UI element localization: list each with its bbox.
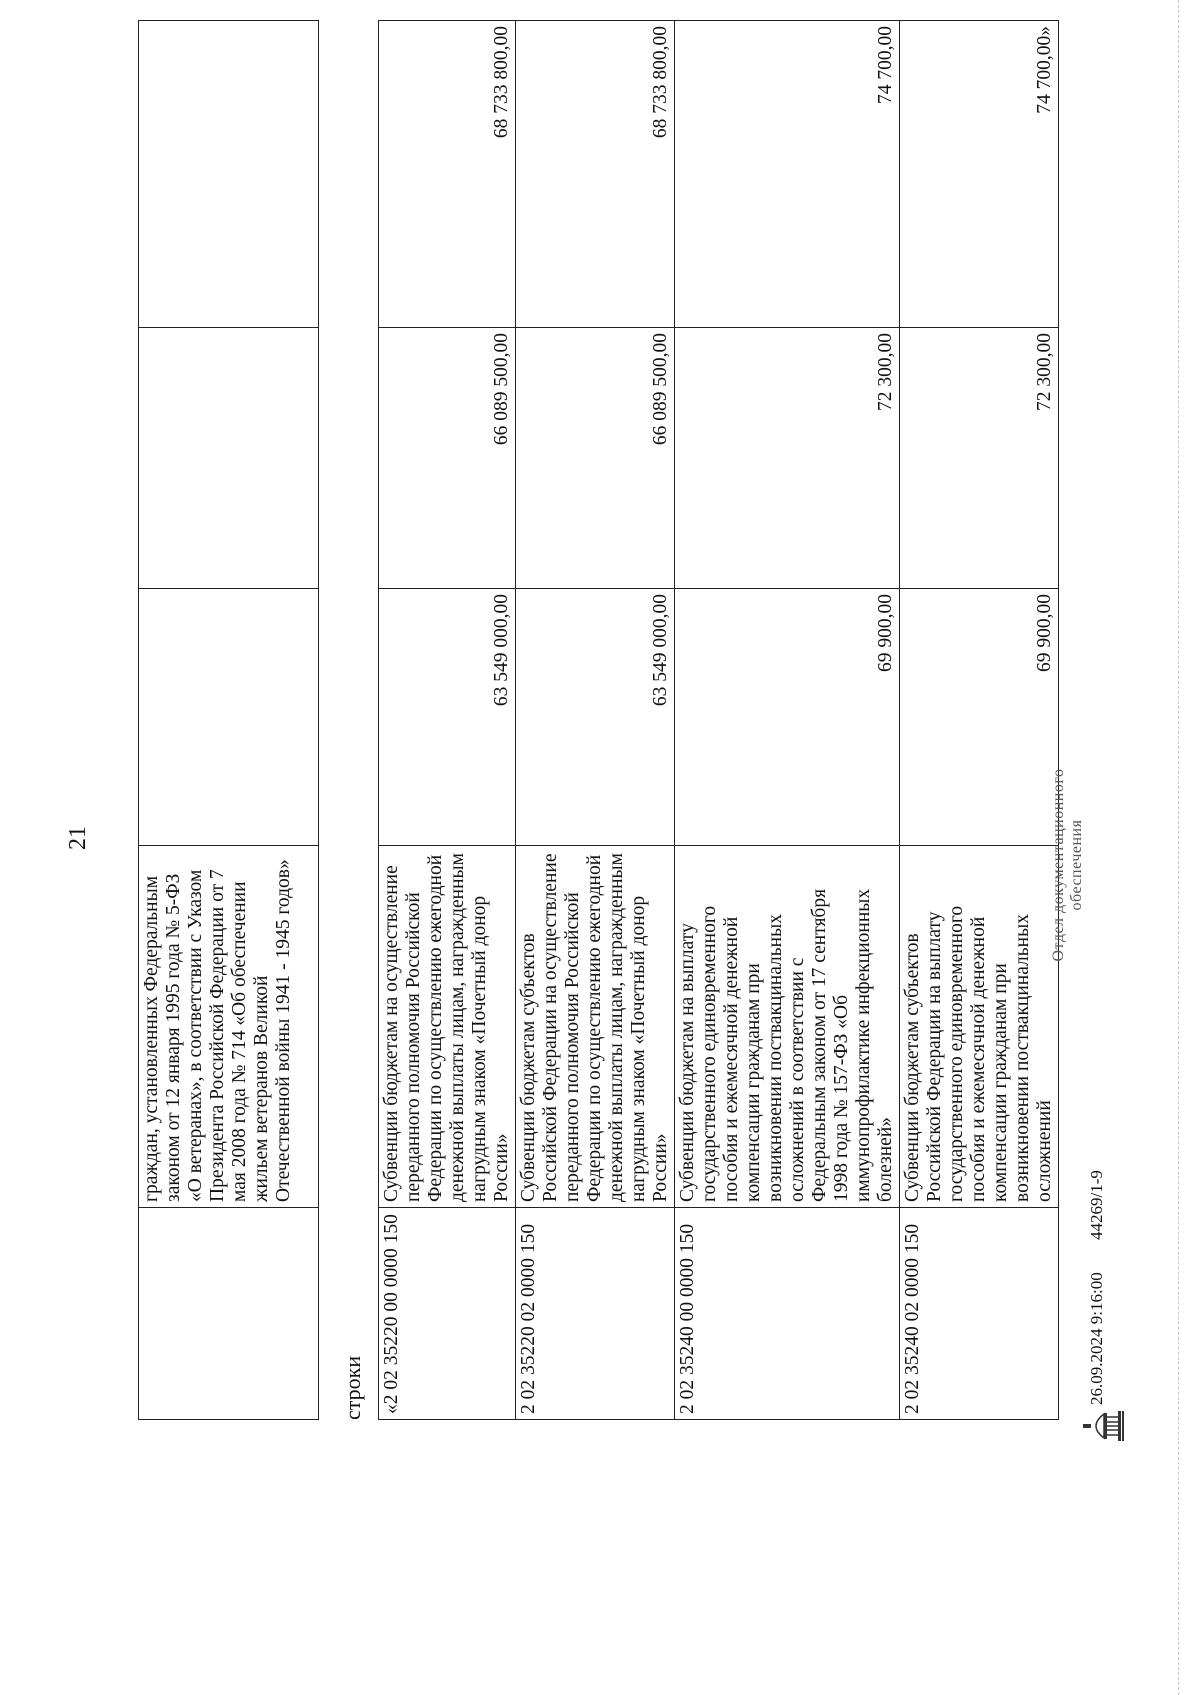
footer-datetime: 26.09.2024 9:16:00 (1087, 1272, 1106, 1405)
value-cell: 74 700,00» (900, 21, 1059, 328)
table-row (379, 21, 516, 1420)
budget-table (378, 20, 1059, 1420)
scan-edge (1178, 0, 1179, 1695)
value-cell: 66 089 500,00 (516, 328, 675, 589)
department-stamp (1050, 735, 1086, 995)
stamp-line: Отдел документационного (1050, 768, 1067, 962)
value-cell (139, 589, 319, 846)
description-cell: Субвенции бюджетам субъектов Российской Федерации на выплату государственного единовременного пособия и ежемесячной денежной компенсации гражданам при возникновении поствакцинальных осложнений (900, 846, 1059, 1208)
value-cell: 63 549 000,00 (379, 589, 516, 846)
value-cell (139, 21, 319, 328)
table-row (139, 21, 319, 1420)
value-cell: 66 089 500,00 (379, 328, 516, 589)
duma-logo-icon (1082, 1409, 1131, 1443)
value-cell: 68 733 800,00 (516, 21, 675, 328)
continuation-table (138, 20, 319, 1420)
description-cell: Субвенции бюджетам на осуществление переданного полномочия Российской Федерации по осуществлению ежегодной денежной выплаты лицам, награжденным нагрудным знаком «Почетный донор России» (379, 846, 516, 1208)
footer-doc-number: 44269/1-9 (1087, 1170, 1106, 1240)
description-cell: граждан, установленных Федеральным законом от 12 января 1995 года № 5-ФЗ «О ветеранах», в соответствии с Указом Президента Российской Федерации от 7 мая 2008 года № 714 «Об обеспечении жильем ветеранов Великой Отечественной войны 1941 - 1945 годов» (139, 846, 319, 1208)
value-cell: 72 300,00 (675, 328, 900, 589)
code-cell: 2 02 35220 02 0000 150 (516, 1208, 675, 1420)
value-cell: 69 900,00 (675, 589, 900, 846)
table-row (900, 21, 1059, 1420)
value-cell (139, 328, 319, 589)
value-cell: 72 300,00 (900, 328, 1059, 589)
section-label: строки (340, 1355, 365, 1420)
code-cell (139, 1208, 319, 1420)
code-cell: 2 02 35240 00 0000 150 (675, 1208, 900, 1420)
description-cell: Субвенции бюджетам субъектов Российской Федерации на осуществление переданного полномочия Российской Федерации по осуществлению ежегодной денежной выплаты лицам, награжденным нагрудным знаком «Почетный донор России» (516, 846, 675, 1208)
value-cell: 74 700,00 (675, 21, 900, 328)
code-cell: «2 02 35220 00 0000 150 (379, 1208, 516, 1420)
description-cell: Субвенции бюджетам на выплату государственного единовременного пособия и ежемесячной денежной компенсации гражданам при возникновении поствакцинальных осложнений в соответствии с Федеральным законом от 17 сентября 1998 года № 157-ФЗ «Об иммунопрофилактике инфекционных болезней» (675, 846, 900, 1208)
value-cell: 69 900,00 (900, 589, 1059, 846)
table-row (516, 21, 675, 1420)
code-cell: 2 02 35240 02 0000 150 (900, 1208, 1059, 1420)
page-number: 21 (65, 826, 91, 850)
value-cell: 63 549 000,00 (516, 589, 675, 846)
table-row (675, 21, 900, 1420)
stamp-line: обеспечения (1068, 819, 1085, 911)
value-cell: 68 733 800,00 (379, 21, 516, 328)
